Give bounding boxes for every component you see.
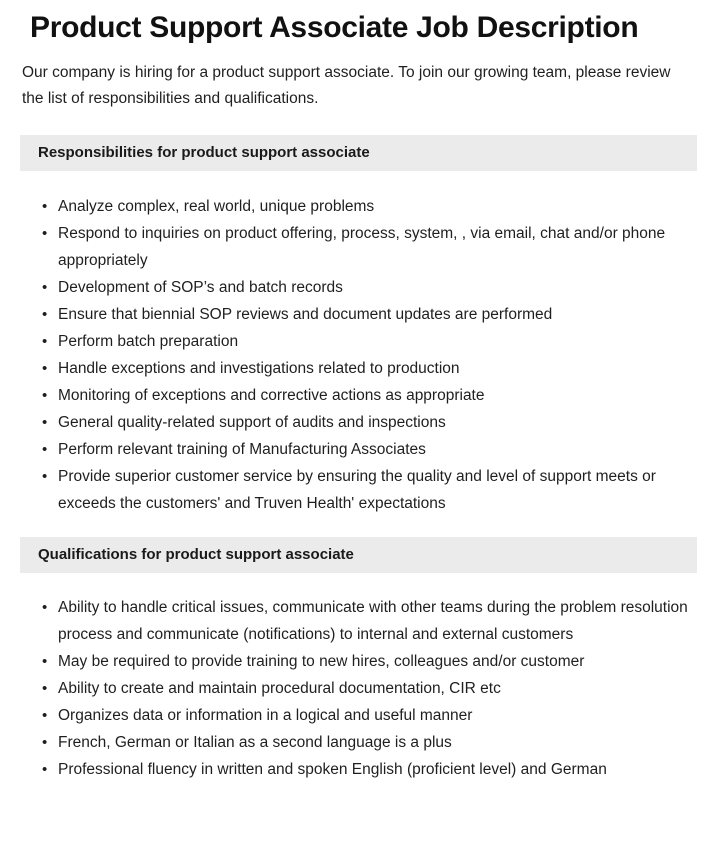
list-item: • Organizes data or information in a logical and useful manner: [0, 702, 720, 729]
list-item: • Analyze complex, real world, unique problems: [0, 193, 720, 220]
list-item: • Ability to handle critical issues, communicate with other teams during the problem resolution process and communicate (notifications) to internal and external customers: [0, 594, 720, 648]
list-item: • Development of SOP’s and batch records: [0, 274, 720, 301]
list-item: • Provide superior customer service by ensuring the quality and level of support meets or exceeds the customers' and Truven Health' expectations: [0, 463, 720, 517]
list-item: • Monitoring of exceptions and corrective actions as appropriate: [0, 382, 720, 409]
list-item: • Handle exceptions and investigations related to production: [0, 355, 720, 382]
list-item: • French, German or Italian as a second language is a plus: [0, 729, 720, 756]
list-item: • General quality-related support of audits and inspections: [0, 409, 720, 436]
qualifications-list: [0, 573, 720, 783]
list-item: • Respond to inquiries on product offering, process, system, , via email, chat and/or phone appropriately: [0, 220, 720, 274]
section-header-qualifications: Qualifications for product support associate: [20, 537, 697, 573]
list-item: • Ensure that biennial SOP reviews and document updates are performed: [0, 301, 720, 328]
list-item: • Perform relevant training of Manufacturing Associates: [0, 436, 720, 463]
intro-paragraph: Our company is hiring for a product support associate. To join our growing team, please review the list of responsibilities and qualifications.: [22, 64, 671, 107]
list-item: • Perform batch preparation: [0, 328, 720, 355]
responsibilities-section: [0, 135, 720, 517]
page-title: Product Support Associate Job Description: [30, 11, 639, 44]
list-item: • Ability to create and maintain procedural documentation, CIR etc: [0, 675, 720, 702]
list-item: • Professional fluency in written and spoken English (proficient level) and German: [0, 756, 720, 783]
qualifications-section: [0, 537, 720, 783]
list-item: • May be required to provide training to new hires, colleagues and/or customer: [0, 648, 720, 675]
section-header-responsibilities: Responsibilities for product support associate: [20, 135, 697, 171]
responsibilities-list: [0, 171, 720, 517]
